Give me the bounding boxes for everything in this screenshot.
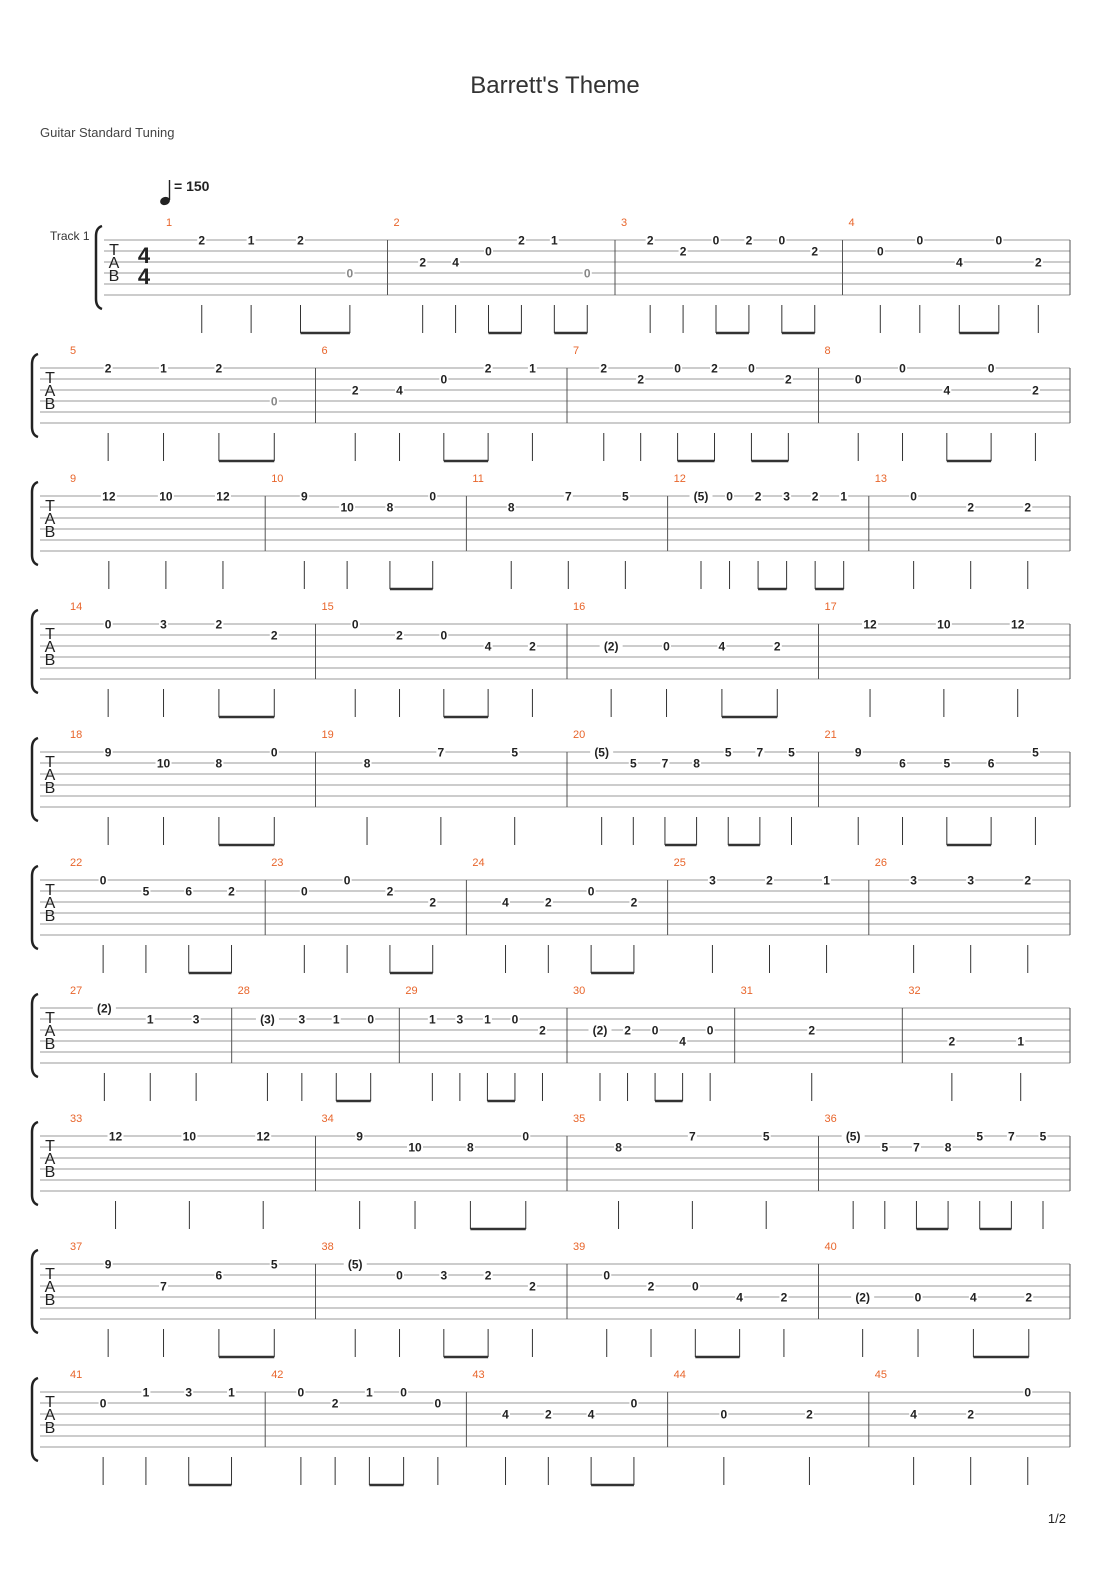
fret-number: 12 bbox=[863, 617, 877, 632]
fret-number: 1 bbox=[160, 361, 167, 376]
measure-number: 37 bbox=[70, 1241, 83, 1253]
fret-number: 10 bbox=[182, 1129, 197, 1144]
fret-number: 9 bbox=[356, 1129, 363, 1144]
measure-number: 6 bbox=[321, 345, 328, 357]
fret-number: 4 bbox=[484, 639, 492, 654]
fret-number: 3 bbox=[967, 873, 975, 888]
fret-number: 3 bbox=[192, 1012, 200, 1027]
tab-clef-letter: B bbox=[108, 268, 120, 285]
system-bracket bbox=[32, 354, 38, 437]
fret-number: 0 bbox=[720, 1407, 728, 1422]
fret-number: 0 bbox=[663, 639, 670, 654]
fret-number: 2 bbox=[780, 1290, 788, 1305]
fret-number: 8 bbox=[215, 756, 223, 771]
fret-number: 12 bbox=[102, 489, 116, 504]
fret-number: 4 bbox=[452, 255, 459, 270]
tab-clef-letter: B bbox=[44, 1164, 56, 1181]
fret-number: 0 bbox=[297, 1385, 305, 1400]
measure-number: 11 bbox=[472, 473, 484, 485]
fret-number: 2 bbox=[297, 233, 304, 248]
tab-clef-letter: A bbox=[44, 1407, 56, 1424]
measure-number: 16 bbox=[573, 601, 586, 613]
measure-number: 5 bbox=[70, 345, 77, 357]
measure-number: 9 bbox=[70, 473, 77, 485]
measure-number: 42 bbox=[271, 1369, 284, 1381]
fret-number: 5 bbox=[724, 745, 732, 760]
fret-number: 5 bbox=[511, 745, 519, 760]
tab-clef-letter: B bbox=[44, 652, 56, 669]
fret-number: 0 bbox=[583, 266, 591, 281]
tab-clef-letter: A bbox=[44, 895, 56, 912]
system-bracket bbox=[32, 610, 38, 693]
fret-number: 2 bbox=[624, 1023, 631, 1038]
fret-number: 3 bbox=[456, 1012, 464, 1027]
measure-number: 10 bbox=[271, 473, 284, 485]
fret-number: 0 bbox=[367, 1012, 375, 1027]
fret-number: 0 bbox=[910, 489, 917, 504]
measure-number: 8 bbox=[824, 345, 831, 357]
fret-number: 5 bbox=[270, 1257, 278, 1272]
fret-number: 1 bbox=[366, 1385, 373, 1400]
measure-number: 3 bbox=[621, 217, 628, 229]
fret-number: 0 bbox=[651, 1023, 659, 1038]
fret-number: 2 bbox=[745, 233, 753, 248]
fret-number: 1 bbox=[550, 233, 558, 248]
fret-number: 0 bbox=[270, 394, 278, 409]
tab-clef-letter: A bbox=[44, 767, 56, 784]
tab-clef-letter: B bbox=[44, 524, 56, 541]
fret-number: 2 bbox=[1024, 873, 1032, 888]
tab-clef-letter: A bbox=[44, 639, 56, 656]
fret-number: 1 bbox=[247, 233, 255, 248]
fret-number: 0 bbox=[429, 489, 437, 504]
measure-number: 24 bbox=[472, 857, 485, 869]
fret-number: 0 bbox=[440, 628, 448, 643]
fret-number: 9 bbox=[854, 745, 862, 760]
fret-number: 2 bbox=[386, 884, 394, 899]
measure-number: 34 bbox=[321, 1113, 334, 1125]
fret-number: 0 bbox=[603, 1268, 611, 1283]
fret-number: 8 bbox=[363, 756, 371, 771]
tab-clef-letter: B bbox=[44, 780, 56, 797]
measure-number: 43 bbox=[472, 1369, 485, 1381]
measure-number: 4 bbox=[848, 217, 855, 229]
fret-number: 4 bbox=[943, 383, 951, 398]
tempo-marking: = 150 bbox=[174, 178, 210, 194]
fret-number: 4 bbox=[718, 639, 726, 654]
fret-number: 8 bbox=[615, 1140, 622, 1155]
tab-clef-letter: A bbox=[44, 511, 56, 528]
song-title: Barrett's Theme bbox=[470, 72, 640, 99]
fret-number: (5) bbox=[845, 1129, 861, 1144]
measure-number: 33 bbox=[70, 1113, 83, 1125]
fret-number: 5 bbox=[1032, 745, 1039, 760]
fret-number: 4 bbox=[910, 1407, 917, 1422]
fret-number: 1 bbox=[332, 1012, 340, 1027]
fret-number: 4 bbox=[679, 1034, 686, 1049]
fret-number: 2 bbox=[806, 1407, 813, 1422]
fret-number: 0 bbox=[914, 1290, 922, 1305]
fret-number: 6 bbox=[215, 1268, 223, 1283]
fret-number: 3 bbox=[783, 489, 790, 504]
fret-number: 2 bbox=[1034, 255, 1042, 270]
fret-number: 2 bbox=[754, 489, 762, 504]
measure-number: 20 bbox=[573, 729, 586, 741]
fret-number: 7 bbox=[689, 1129, 696, 1144]
tab-clef-letter: T bbox=[45, 754, 55, 771]
fret-number: 5 bbox=[142, 884, 150, 899]
system-bracket bbox=[32, 1378, 38, 1461]
fret-number: 1 bbox=[484, 1012, 491, 1027]
fret-number: 0 bbox=[99, 873, 107, 888]
fret-number: 1 bbox=[228, 1385, 235, 1400]
fret-number: 8 bbox=[693, 756, 700, 771]
measure-number: 32 bbox=[908, 985, 921, 997]
fret-number: 7 bbox=[913, 1140, 920, 1155]
measure-number: 13 bbox=[874, 473, 888, 485]
fret-number: 7 bbox=[1008, 1129, 1015, 1144]
fret-number: 4 bbox=[970, 1290, 977, 1305]
tab-clef-letter: A bbox=[44, 1151, 56, 1168]
fret-number: 2 bbox=[811, 489, 819, 504]
system-bracket bbox=[32, 1122, 38, 1205]
tab-clef-letter: B bbox=[44, 1036, 56, 1053]
fret-number: 5 bbox=[943, 756, 951, 771]
measure-number: 38 bbox=[321, 1241, 334, 1253]
fret-number: 0 bbox=[270, 745, 278, 760]
fret-number: 10 bbox=[937, 617, 951, 632]
fret-number: 4 bbox=[502, 895, 509, 910]
fret-number: 2 bbox=[484, 361, 492, 376]
system-bracket bbox=[32, 738, 38, 821]
fret-number: 0 bbox=[300, 884, 308, 899]
measure-number: 18 bbox=[70, 729, 83, 741]
system-bracket bbox=[32, 482, 38, 565]
fret-number: 4 bbox=[736, 1290, 743, 1305]
system-bracket bbox=[32, 1250, 38, 1333]
fret-number: 6 bbox=[185, 884, 193, 899]
fret-number: 2 bbox=[396, 628, 403, 643]
fret-number: 2 bbox=[228, 884, 235, 899]
fret-number: 0 bbox=[916, 233, 924, 248]
measure-number: 45 bbox=[874, 1369, 888, 1381]
fret-number: (2) bbox=[855, 1290, 870, 1305]
fret-number: 8 bbox=[944, 1140, 952, 1155]
measure-number: 12 bbox=[673, 473, 686, 485]
fret-number: 0 bbox=[726, 489, 733, 504]
fret-number: 3 bbox=[440, 1268, 448, 1283]
tuning-label: Guitar Standard Tuning bbox=[40, 125, 175, 140]
fret-number: 8 bbox=[386, 500, 394, 515]
fret-number: 0 bbox=[400, 1385, 407, 1400]
fret-number: 2 bbox=[647, 1279, 655, 1294]
fret-number: 2 bbox=[539, 1023, 546, 1038]
fret-number: 0 bbox=[587, 884, 595, 899]
page-number: 1/2 bbox=[1047, 1511, 1066, 1526]
fret-number: 8 bbox=[467, 1140, 474, 1155]
fret-number: 0 bbox=[485, 244, 492, 259]
measure-number: 35 bbox=[573, 1113, 586, 1125]
fret-number: 2 bbox=[967, 500, 975, 515]
tab-clef-letter: T bbox=[45, 498, 55, 515]
tab-clef-letter: A bbox=[44, 1023, 56, 1040]
fret-number: 4 bbox=[955, 255, 963, 270]
fret-number: 0 bbox=[691, 1279, 699, 1294]
fret-number: 10 bbox=[156, 756, 171, 771]
fret-number: 5 bbox=[762, 1129, 770, 1144]
fret-number: 1 bbox=[142, 1385, 150, 1400]
fret-number: 2 bbox=[544, 1407, 552, 1422]
fret-number: 2 bbox=[419, 255, 427, 270]
fret-number: 6 bbox=[987, 756, 995, 771]
fret-number: 2 bbox=[215, 617, 223, 632]
fret-number: 2 bbox=[808, 1023, 816, 1038]
measure-number: 14 bbox=[70, 601, 83, 613]
measure-number: 30 bbox=[573, 985, 586, 997]
measure-number: 19 bbox=[321, 729, 334, 741]
fret-number: 2 bbox=[679, 244, 687, 259]
fret-number: 2 bbox=[785, 372, 792, 387]
fret-number: 7 bbox=[564, 489, 572, 504]
fret-number: 0 bbox=[351, 617, 359, 632]
fret-number: 2 bbox=[1032, 383, 1039, 398]
fret-number: 0 bbox=[99, 1396, 107, 1411]
fret-number: 2 bbox=[429, 895, 437, 910]
fret-number: 0 bbox=[396, 1268, 403, 1283]
fret-number: (5) bbox=[693, 489, 709, 504]
fret-number: 2 bbox=[637, 372, 645, 387]
tab-clef-letter: T bbox=[45, 1394, 55, 1411]
fret-number: 0 bbox=[712, 233, 720, 248]
fret-number: (3) bbox=[260, 1012, 275, 1027]
measure-number: 17 bbox=[824, 601, 837, 613]
fret-number: 12 bbox=[108, 1129, 123, 1144]
fret-number: 0 bbox=[522, 1129, 530, 1144]
fret-number: 3 bbox=[160, 617, 167, 632]
fret-number: (5) bbox=[347, 1257, 363, 1272]
tab-clef-letter: A bbox=[44, 1279, 56, 1296]
fret-number: 7 bbox=[437, 745, 445, 760]
tab-clef-letter: T bbox=[45, 370, 55, 387]
tab-clef-letter: B bbox=[44, 396, 56, 413]
measure-number: 22 bbox=[70, 857, 83, 869]
fret-number: 1 bbox=[529, 361, 536, 376]
tab-clef-letter: T bbox=[45, 1138, 55, 1155]
fret-number: 0 bbox=[854, 372, 862, 387]
fret-number: 2 bbox=[529, 1279, 536, 1294]
fret-number: 5 bbox=[881, 1140, 889, 1155]
measure-number: 15 bbox=[321, 601, 334, 613]
fret-number: 0 bbox=[748, 361, 755, 376]
fret-number: 4 bbox=[396, 383, 403, 398]
fret-number: 3 bbox=[910, 873, 917, 888]
fret-number: 7 bbox=[160, 1279, 167, 1294]
fret-number: 2 bbox=[600, 361, 608, 376]
fret-number: 2 bbox=[544, 895, 552, 910]
fret-number: 0 bbox=[674, 361, 681, 376]
fret-number: 9 bbox=[104, 1257, 112, 1272]
fret-number: (2) bbox=[97, 1001, 112, 1016]
fret-number: 0 bbox=[778, 233, 786, 248]
tab-clef-letter: T bbox=[109, 242, 119, 259]
fret-number: 3 bbox=[298, 1012, 306, 1027]
measure-number: 26 bbox=[874, 857, 888, 869]
measure-number: 23 bbox=[271, 857, 284, 869]
tab-clef-letter: T bbox=[45, 1266, 55, 1283]
fret-number: 2 bbox=[1025, 1290, 1033, 1305]
fret-number: 2 bbox=[215, 361, 223, 376]
fret-number: 2 bbox=[104, 361, 112, 376]
measure-number: 1 bbox=[166, 217, 173, 229]
fret-number: 2 bbox=[529, 639, 536, 654]
fret-number: 0 bbox=[706, 1023, 714, 1038]
tab-clef-letter: A bbox=[108, 255, 120, 272]
tab-clef-letter: B bbox=[44, 1292, 56, 1309]
tab-clef-letter: T bbox=[45, 1010, 55, 1027]
fret-number: 9 bbox=[104, 745, 112, 760]
measure-number: 40 bbox=[824, 1241, 837, 1253]
fret-number: 0 bbox=[440, 372, 448, 387]
tab-clef-letter: B bbox=[44, 908, 56, 925]
fret-number: 10 bbox=[408, 1140, 422, 1155]
measure-number: 36 bbox=[824, 1113, 837, 1125]
tab-clef-letter: A bbox=[44, 383, 56, 400]
fret-number: (5) bbox=[594, 745, 609, 760]
fret-number: 2 bbox=[948, 1034, 956, 1049]
fret-number: 9 bbox=[300, 489, 308, 504]
system-bracket bbox=[32, 866, 38, 949]
fret-number: 12 bbox=[216, 489, 230, 504]
fret-number: 0 bbox=[434, 1396, 442, 1411]
fret-number: 0 bbox=[987, 361, 995, 376]
fret-number: 1 bbox=[146, 1012, 154, 1027]
fret-number: 3 bbox=[185, 1385, 193, 1400]
system-bracket bbox=[96, 226, 102, 309]
fret-number: (2) bbox=[603, 639, 619, 654]
fret-number: 2 bbox=[630, 895, 638, 910]
fret-number: 5 bbox=[622, 489, 629, 504]
fret-number: 1 bbox=[823, 873, 830, 888]
fret-number: 2 bbox=[351, 383, 359, 398]
measure-number: 7 bbox=[573, 345, 580, 357]
system-bracket bbox=[32, 994, 38, 1077]
fret-number: 12 bbox=[256, 1129, 270, 1144]
track-label: Track 1 bbox=[50, 229, 90, 243]
fret-number: 2 bbox=[1024, 500, 1032, 515]
measure-number: 39 bbox=[573, 1241, 586, 1253]
fret-number: 5 bbox=[1039, 1129, 1047, 1144]
fret-number: 4 bbox=[502, 1407, 509, 1422]
fret-number: 0 bbox=[343, 873, 351, 888]
fret-number: 1 bbox=[840, 489, 848, 504]
fret-number: 0 bbox=[899, 361, 906, 376]
fret-number: 2 bbox=[766, 873, 773, 888]
fret-number: 2 bbox=[270, 628, 278, 643]
fret-number: 2 bbox=[646, 233, 654, 248]
tab-clef-letter: T bbox=[45, 626, 55, 643]
fret-number: 12 bbox=[1011, 617, 1025, 632]
fret-number: 0 bbox=[876, 244, 884, 259]
fret-number: 2 bbox=[967, 1407, 975, 1422]
measure-number: 29 bbox=[405, 985, 418, 997]
fret-number: 10 bbox=[340, 500, 354, 515]
fret-number: 0 bbox=[104, 617, 112, 632]
fret-number: 5 bbox=[788, 745, 795, 760]
fret-number: 6 bbox=[899, 756, 906, 771]
measure-number: 27 bbox=[70, 985, 83, 997]
measure-number: 44 bbox=[673, 1369, 686, 1381]
fret-number: 0 bbox=[1024, 1385, 1032, 1400]
fret-number: 2 bbox=[198, 233, 206, 248]
fret-number: 1 bbox=[429, 1012, 436, 1027]
fret-number: 5 bbox=[629, 756, 637, 771]
measure-number: 31 bbox=[740, 985, 753, 997]
fret-number: 2 bbox=[518, 233, 525, 248]
fret-number: 10 bbox=[159, 489, 173, 504]
fret-number: 2 bbox=[811, 244, 819, 259]
fret-number: 1 bbox=[1017, 1034, 1025, 1049]
fret-number: 4 bbox=[587, 1407, 595, 1422]
measure-number: 28 bbox=[237, 985, 250, 997]
measure-number: 2 bbox=[393, 217, 400, 229]
fret-number: 3 bbox=[709, 873, 716, 888]
fret-number: 2 bbox=[711, 361, 718, 376]
measure-number: 25 bbox=[673, 857, 686, 869]
measure-number: 41 bbox=[70, 1369, 83, 1381]
measure-number: 21 bbox=[824, 729, 837, 741]
fret-number: 0 bbox=[511, 1012, 519, 1027]
fret-number: 5 bbox=[976, 1129, 984, 1144]
fret-number: 2 bbox=[331, 1396, 339, 1411]
fret-number: 2 bbox=[773, 639, 781, 654]
fret-number: 8 bbox=[507, 500, 515, 515]
fret-number: (2) bbox=[592, 1023, 608, 1038]
fret-number: 7 bbox=[756, 745, 764, 760]
fret-number: 0 bbox=[995, 233, 1003, 248]
tab-clef-letter: B bbox=[44, 1420, 56, 1437]
fret-number: 0 bbox=[630, 1396, 638, 1411]
fret-number: 0 bbox=[346, 266, 354, 281]
fret-number: 7 bbox=[661, 756, 669, 771]
time-signature-top: 4 bbox=[137, 243, 151, 268]
fret-number: 2 bbox=[484, 1268, 492, 1283]
tab-clef-letter: T bbox=[45, 882, 55, 899]
time-signature-bottom: 4 bbox=[137, 264, 151, 289]
